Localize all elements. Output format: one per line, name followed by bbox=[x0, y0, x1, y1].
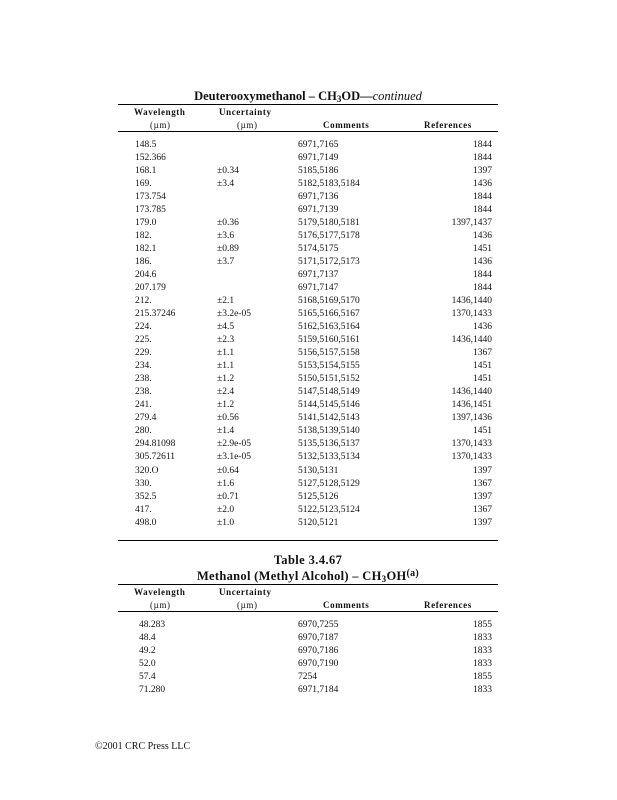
table2-header-uncertainty: Uncertainty bbox=[219, 587, 272, 597]
comments-cell: 6971,7149 bbox=[298, 153, 339, 164]
wavelength-cell: 182. bbox=[135, 231, 152, 242]
wavelength-cell: 352.5 bbox=[135, 491, 157, 502]
references-cell: 1397,1437 bbox=[451, 218, 492, 229]
uncertainty-cell: ±0.89 bbox=[217, 244, 239, 255]
references-cell: 1370,1433 bbox=[451, 439, 492, 450]
references-cell: 1833 bbox=[473, 633, 492, 643]
comments-cell: 5182,5183,5184 bbox=[298, 179, 360, 190]
table-row bbox=[0, 632, 617, 645]
uncertainty-cell: ±2.3 bbox=[217, 335, 235, 346]
uncertainty-cell: ±1.4 bbox=[217, 426, 235, 437]
table1-header-uncertainty: Uncertainty bbox=[219, 107, 272, 117]
references-cell: 1436,1451 bbox=[451, 400, 492, 411]
wavelength-cell: 212. bbox=[135, 296, 152, 307]
uncertainty-cell: ±3.6 bbox=[217, 231, 235, 242]
table1-header-comments: Comments bbox=[323, 120, 370, 130]
uncertainty-cell: ±2.0 bbox=[217, 504, 235, 515]
wavelength-cell: 229. bbox=[135, 348, 152, 359]
uncertainty-cell: ±3.1e-05 bbox=[217, 452, 251, 463]
wavelength-cell: 179.0 bbox=[135, 218, 157, 229]
table-row bbox=[0, 658, 617, 671]
wavelength-cell: 320.O bbox=[135, 465, 159, 476]
table-row bbox=[0, 671, 617, 684]
table-row bbox=[0, 386, 617, 399]
uncertainty-cell: ±3.2e-05 bbox=[217, 309, 251, 320]
references-cell: 1844 bbox=[473, 270, 492, 281]
comments-cell: 5125,5126 bbox=[298, 491, 339, 502]
comments-cell: 6970,7186 bbox=[298, 646, 339, 656]
table-row bbox=[0, 269, 617, 282]
wavelength-cell: 224. bbox=[135, 322, 152, 333]
wavelength-cell: 186. bbox=[135, 257, 152, 268]
comments-cell: 5150,5151,5152 bbox=[298, 374, 360, 385]
comments-cell: 5168,5169,5170 bbox=[298, 296, 360, 307]
table1-header-wavelength-unit: (µm) bbox=[150, 120, 171, 130]
comments-cell: 7254 bbox=[298, 672, 317, 682]
uncertainty-cell: ±2.9e-05 bbox=[217, 439, 251, 450]
references-cell: 1367 bbox=[473, 504, 492, 515]
wavelength-cell: 294.81098 bbox=[135, 439, 176, 450]
table1-header-rule bbox=[118, 131, 498, 132]
table1-header-references: References bbox=[424, 120, 472, 130]
references-cell: 1367 bbox=[473, 478, 492, 489]
wavelength-cell: 169. bbox=[135, 179, 152, 190]
comments-cell: 5174,5175 bbox=[298, 244, 339, 255]
comments-cell: 5132,5133,5134 bbox=[298, 452, 360, 463]
wavelength-cell: 173.785 bbox=[135, 205, 166, 216]
references-cell: 1436,1440 bbox=[451, 296, 492, 307]
wavelength-cell: 225. bbox=[135, 335, 152, 346]
wavelength-cell: 330. bbox=[135, 478, 152, 489]
table-row bbox=[0, 412, 617, 425]
uncertainty-cell: ±1.1 bbox=[217, 348, 235, 359]
comments-cell: 5141,5142,5143 bbox=[298, 413, 360, 424]
table2-header-comments: Comments bbox=[323, 600, 370, 610]
comments-cell: 5165,5166,5167 bbox=[298, 309, 360, 320]
wavelength-cell: 207.179 bbox=[135, 283, 166, 294]
references-cell: 1367 bbox=[473, 348, 492, 359]
comments-cell: 5122,5123,5124 bbox=[298, 504, 360, 515]
references-cell: 1451 bbox=[473, 426, 492, 437]
copyright-footer: ©2001 CRC Press LLC bbox=[95, 741, 191, 752]
comments-cell: 5144,5145,5146 bbox=[298, 400, 360, 411]
table-row bbox=[0, 438, 617, 451]
references-cell: 1436 bbox=[473, 179, 492, 190]
table-row bbox=[0, 334, 617, 347]
table2-header-wavelength-unit: (µm) bbox=[150, 600, 171, 610]
comments-cell: 5159,5160,5161 bbox=[298, 335, 360, 346]
table-row bbox=[0, 491, 617, 504]
table2-header-wavelength: Wavelength bbox=[134, 587, 186, 597]
table-row bbox=[0, 619, 617, 632]
comments-cell: 5162,5163,5164 bbox=[298, 322, 360, 333]
uncertainty-cell: ±0.56 bbox=[217, 413, 239, 424]
comments-cell: 6971,7137 bbox=[298, 270, 339, 281]
comments-cell: 5147,5148,5149 bbox=[298, 387, 360, 398]
uncertainty-cell: ±0.71 bbox=[217, 491, 239, 502]
table1-top-rule bbox=[118, 104, 498, 105]
uncertainty-cell: ±1.1 bbox=[217, 361, 235, 372]
comments-cell: 6971,7184 bbox=[298, 685, 339, 695]
comments-cell: 5185,5186 bbox=[298, 166, 339, 177]
references-cell: 1436 bbox=[473, 322, 492, 333]
uncertainty-cell: ±3.7 bbox=[217, 257, 235, 268]
uncertainty-cell: ±2.1 bbox=[217, 296, 235, 307]
wavelength-cell: 280. bbox=[135, 426, 152, 437]
references-cell: 1436 bbox=[473, 231, 492, 242]
wavelength-cell: 152.366 bbox=[135, 153, 166, 164]
table1-header-wavelength: Wavelength bbox=[134, 107, 186, 117]
comments-cell: 6971,7147 bbox=[298, 283, 339, 294]
references-cell: 1397 bbox=[473, 517, 492, 528]
wavelength-cell: 238. bbox=[135, 387, 152, 398]
table-row bbox=[0, 478, 617, 491]
table2-header-rule bbox=[118, 611, 498, 612]
references-cell: 1370,1433 bbox=[451, 309, 492, 320]
uncertainty-cell: ±1.2 bbox=[217, 374, 235, 385]
wavelength-cell: 238. bbox=[135, 374, 152, 385]
wavelength-cell: 168.1 bbox=[135, 166, 157, 177]
comments-cell: 6970,7255 bbox=[298, 620, 339, 630]
comments-cell: 5153,5154,5155 bbox=[298, 361, 360, 372]
wavelength-cell: 417. bbox=[135, 504, 152, 515]
wavelength-cell: 234. bbox=[135, 361, 152, 372]
table2-header-references: References bbox=[424, 600, 472, 610]
references-cell: 1855 bbox=[473, 620, 492, 630]
table-row bbox=[0, 517, 617, 530]
uncertainty-cell: ±0.36 bbox=[217, 218, 239, 229]
table-row bbox=[0, 178, 617, 191]
table-row bbox=[0, 451, 617, 464]
comments-cell: 5156,5157,5158 bbox=[298, 348, 360, 359]
table-row bbox=[0, 425, 617, 438]
table-row bbox=[0, 256, 617, 269]
table-row bbox=[0, 282, 617, 295]
table-row bbox=[0, 217, 617, 230]
table-row bbox=[0, 360, 617, 373]
wavelength-cell: 215.37246 bbox=[135, 309, 176, 320]
table2-header-uncertainty-unit: (µm) bbox=[237, 600, 258, 610]
comments-cell: 5171,5172,5173 bbox=[298, 257, 360, 268]
table-row bbox=[0, 230, 617, 243]
table-row bbox=[0, 191, 617, 204]
table-row bbox=[0, 684, 617, 697]
references-cell: 1397 bbox=[473, 491, 492, 502]
references-cell: 1397 bbox=[473, 465, 492, 476]
wavelength-cell: 52.0 bbox=[139, 659, 156, 669]
table-row bbox=[0, 295, 617, 308]
uncertainty-cell: ±2.4 bbox=[217, 387, 235, 398]
references-cell: 1451 bbox=[473, 361, 492, 372]
comments-cell: 5176,5177,5178 bbox=[298, 231, 360, 242]
wavelength-cell: 305.72611 bbox=[135, 452, 176, 463]
references-cell: 1451 bbox=[473, 374, 492, 385]
references-cell: 1397,1436 bbox=[451, 413, 492, 424]
references-cell: 1855 bbox=[473, 672, 492, 682]
uncertainty-cell: ±1.2 bbox=[217, 400, 235, 411]
table-row bbox=[0, 399, 617, 412]
references-cell: 1370,1433 bbox=[451, 452, 492, 463]
comments-cell: 6971,7139 bbox=[298, 205, 339, 216]
table-row bbox=[0, 321, 617, 334]
table-row bbox=[0, 347, 617, 360]
references-cell: 1436 bbox=[473, 257, 492, 268]
references-cell: 1436,1440 bbox=[451, 335, 492, 346]
wavelength-cell: 48.4 bbox=[139, 633, 156, 643]
table-row bbox=[0, 645, 617, 658]
references-cell: 1833 bbox=[473, 646, 492, 656]
comments-cell: 5120,5121 bbox=[298, 517, 339, 528]
references-cell: 1833 bbox=[473, 685, 492, 695]
wavelength-cell: 49.2 bbox=[139, 646, 156, 656]
table2-title: Methanol (Methyl Alcohol) – $CH_3OH^{(a)}$ bbox=[196, 568, 420, 584]
references-cell: 1844 bbox=[473, 205, 492, 216]
comments-cell: 5130,5131 bbox=[298, 465, 339, 476]
uncertainty-cell: ±0.64 bbox=[217, 465, 239, 476]
comments-cell: 5179,5180,5181 bbox=[298, 218, 360, 229]
wavelength-cell: 71.280 bbox=[139, 685, 166, 695]
wavelength-cell: 173.754 bbox=[135, 192, 166, 203]
references-cell: 1844 bbox=[473, 192, 492, 203]
wavelength-cell: 279.4 bbox=[135, 413, 157, 424]
uncertainty-cell: ±0.34 bbox=[217, 166, 239, 177]
comments-cell: 6971,7136 bbox=[298, 192, 339, 203]
comments-cell: 5127,5128,5129 bbox=[298, 478, 360, 489]
references-cell: 1451 bbox=[473, 244, 492, 255]
table1-header-uncertainty-unit: (µm) bbox=[237, 120, 258, 130]
table1-bottom-rule bbox=[118, 540, 498, 541]
references-cell: 1833 bbox=[473, 659, 492, 669]
uncertainty-cell: ±4.5 bbox=[217, 322, 235, 333]
table-row bbox=[0, 243, 617, 256]
table-row bbox=[0, 152, 617, 165]
comments-cell: 5135,5136,5137 bbox=[298, 439, 360, 450]
wavelength-cell: 182.1 bbox=[135, 244, 157, 255]
references-cell: 1397 bbox=[473, 166, 492, 177]
comments-cell: 6970,7187 bbox=[298, 633, 339, 643]
table-row bbox=[0, 373, 617, 386]
references-cell: 1844 bbox=[473, 140, 492, 150]
wavelength-cell: 57.4 bbox=[139, 672, 156, 682]
comments-cell: 6971,7165 bbox=[298, 140, 339, 150]
table2-top-rule bbox=[118, 584, 498, 585]
references-cell: 1844 bbox=[473, 153, 492, 164]
wavelength-cell: 498.0 bbox=[135, 517, 157, 528]
table-row bbox=[0, 465, 617, 478]
table-row bbox=[0, 504, 617, 517]
uncertainty-cell: ±1.6 bbox=[217, 478, 235, 489]
table-row bbox=[0, 165, 617, 178]
references-cell: 1436,1440 bbox=[451, 387, 492, 398]
wavelength-cell: 241. bbox=[135, 400, 152, 411]
wavelength-cell: 148.5 bbox=[135, 140, 157, 150]
wavelength-cell: 48.283 bbox=[139, 620, 166, 630]
comments-cell: 6970,7190 bbox=[298, 659, 339, 669]
table1-title: Deuterooxymethanol – $CH_3OD—continued$ bbox=[194, 89, 422, 104]
comments-cell: 5138,5139,5140 bbox=[298, 426, 360, 437]
references-cell: 1844 bbox=[473, 283, 492, 294]
uncertainty-cell: ±3.4 bbox=[217, 179, 235, 190]
uncertainty-cell: ±1.0 bbox=[217, 517, 235, 528]
table-row bbox=[0, 204, 617, 217]
table-row bbox=[0, 139, 617, 152]
table2-number: Table 3.4.67 bbox=[273, 553, 343, 567]
wavelength-cell: 204.6 bbox=[135, 270, 157, 281]
table-row bbox=[0, 308, 617, 321]
